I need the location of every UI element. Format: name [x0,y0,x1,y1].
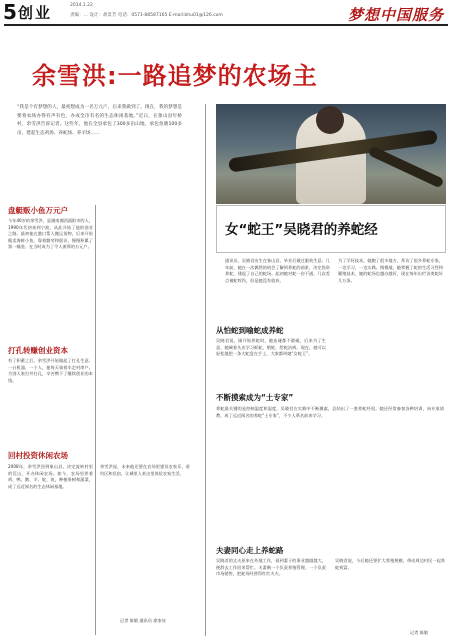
left-column-divider [95,205,96,635]
right-section-1-title: 从怕蛇到喻蛇成养蛇 [216,326,284,335]
left-byline: 记者 陈敏 通讯员 俞家亮 [120,618,166,623]
main-headline-block [4,26,448,104]
right-intro-col-2: 为了学好技术，她跑了很多地方，拜访了很多养蛇专家，一边学习，一边实践。慢慢地，她掌握了蛇的生活习性和繁殖技术，她的蛇场也越办越好，现在每年出栏各类蛇好几万条。 [338,258,443,283]
intro-paragraph: “我是个有梦想的人，最初想成为一名万元户，后来我做到了。现在，我的梦想是要将农场办得有声有色，办成全市有名的生态休闲基地。”近日，在象山县年桥村，余雪洪告诉记者。这些年，他在全县承包了300多亩山地，承包鱼塘100多亩，建起生态鸡场、养蛇场、养羊场…… [17,105,182,136]
main-column-divider [205,104,206,636]
editor-meta: 责编：… 设计：胡景芳 电话：0571-88587165 E-mail:bhu01@126.com [70,13,223,18]
right-section-3-text: 吴晓君的丈夫原来在外地工作，看到妻子的事业越做越大，便辞去工作回来帮忙。夫妻俩一个负责养殖管理，一个负责市场销售，把蛇场经营得红红火火。 [216,558,326,577]
page-number: 5 [3,0,17,24]
issue-date: 2014.1.22 [70,3,93,8]
photo-head [316,106,344,134]
newspaper-logo: 梦想中国服务 [347,6,444,24]
left-section-1-text: 今年46岁的余雪洪，是湖南湘西邵阳市的人，1990年代初来到宁波，从此开始了他的创业之路。最初他在港口帮人搬运货物，后来开始贩卖海鲜小鱼，靠着勤劳和胆识，慢慢积累了第一桶金。在当时成为了令人羡慕的万元户。 [8,218,93,250]
left-section-3-text-2: 余雪洪说，未来他还要在农场里建设农家乐、垂钓区和民宿，让城里人来这里体验农家生活。 [100,464,190,476]
left-section-2-text: 有了积蓄之后，余雪洪开始做起了打孔生意。一台机器，一个人，他每天骑着车走村串户，为别人家打井打孔，辛苦攒下了继续创业的本钱。 [8,358,93,383]
right-byline: 记者 陈敏 [410,630,429,635]
right-section-2-title: 不断摸索成为“土专家” [216,393,294,402]
right-section-3-title: 夫妻同心走上养蛇路 [216,546,284,555]
photo-snake-tail [368,146,445,189]
right-intro-col-1: 通讯员，吴晓君出生在象山县，毕业后做过服装生意。几年前，她在一次偶然的机会了解到养蛇的前景，决定投资养蛇，建起了自己的蛇场。起初她对蛇一窍不通，几次差点被蛇咬伤，但是她没有放弃。 [225,258,330,283]
left-section-1-title: 盘艇贩小鱼万元户 [8,206,68,215]
snake-farmer-photo [216,104,446,204]
right-section-3-text-2: 吴晓君说，今后她还要扩大养殖规模，带动周边村民一起养蛇致富。 [335,558,445,570]
left-section-2-title: 打孔转赚创业资本 [8,346,68,355]
story-title: 女“蛇王”吴晓君的养蛇经 [225,222,378,238]
story-title-box [216,205,446,253]
right-section-1-text: 吴晓君说，刚开始养蛇时，她连碰都不敢碰，后来为了生意，她硬着头皮学习抓蛇、喂蛇、给蛇治病。现在，她可以轻松地把一条大蛇盘在手上，大家都叫她“女蛇王”。 [216,338,326,357]
right-section-2-text: 养蛇最关键的是控制温度和湿度，吴晓君在实践中不断摸索，总结出了一套养蛇经验。她还经常参加各种培训，向专家请教，成了远近闻名的养蛇“土专家”，不少人慕名前来学习。 [216,406,444,418]
left-section-3-text: 2008年，余雪洪回到象山县，决定流转村里的荒山，开办休闲农场。如今，农场里养着鸡、鸭、鹅、羊、蛇、鱼，种植果树和蔬菜，成了远近闻名的生态休闲基地。 [8,464,93,489]
left-section-3-title: 回村投资休闲农场 [8,451,68,460]
section-name: 创业 [18,4,53,22]
main-headline: 余雪洪:一路追梦的农场主 [32,62,318,90]
page-header [0,0,450,24]
